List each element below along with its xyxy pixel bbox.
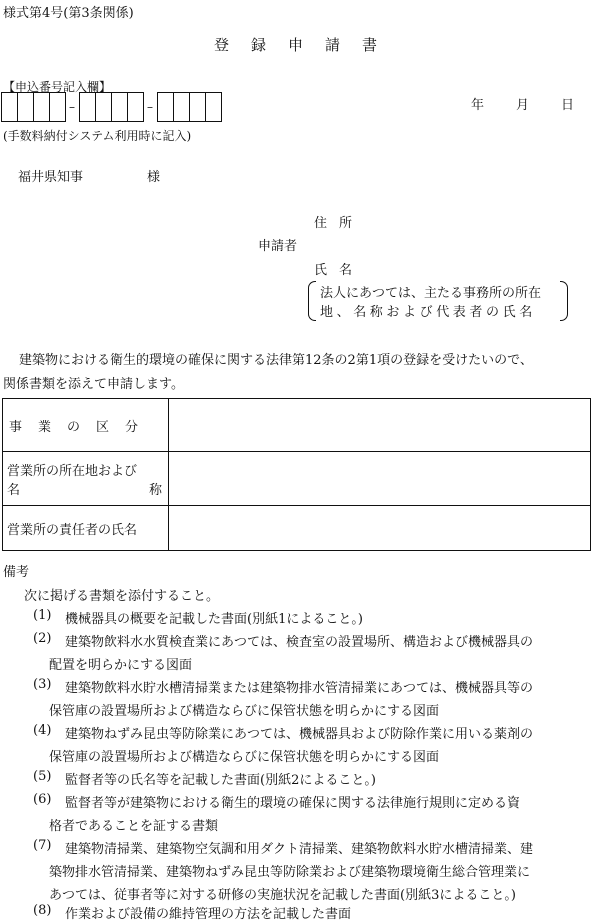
remarks-item-number: (2) (33, 631, 52, 646)
number-cell[interactable] (79, 92, 96, 122)
date-day-label: 日 (561, 98, 575, 113)
corporate-note (308, 281, 568, 321)
office-name-label-part-1: 名 (7, 482, 21, 498)
number-cell[interactable] (95, 92, 112, 122)
remarks-item-continuation: 保管庫の設置場所および構造ならびに保管状態を明らかにする図面 (49, 704, 440, 719)
applicant-label: 申請者 (258, 239, 298, 254)
number-cell[interactable] (33, 92, 50, 122)
number-cell[interactable] (49, 92, 66, 122)
office-manager-label: 営業所の責任者の氏名 (7, 522, 138, 538)
corporate-note-line-1: 法人にあつては、主たる事務所の所在 (320, 286, 542, 301)
application-number-group-3 (157, 92, 221, 122)
remarks-item-continuation: 配置を明らかにする図面 (49, 658, 193, 673)
number-cell[interactable] (205, 92, 222, 122)
office-location-label-line-1: 営業所の所在地および (7, 463, 138, 479)
number-separator: – (69, 100, 75, 114)
remarks-item-number: (7) (33, 838, 52, 853)
office-location-label-cell (3, 452, 169, 506)
remarks-item-number: (8) (33, 903, 52, 918)
number-cell[interactable] (173, 92, 190, 122)
number-cell[interactable] (189, 92, 206, 122)
remarks-item-text: 建築物清掃業、建築物空気調和用ダクト清掃業、建築物飲料水貯水槽清掃業、建 (65, 842, 534, 857)
remarks-item-number: (1) (33, 608, 52, 623)
remarks-item-text: 作業および設備の維持管理の方法を記載した書面 (65, 907, 352, 922)
remarks-item-number: (6) (33, 792, 52, 807)
business-category-label-cell (3, 399, 169, 452)
office-location-value[interactable] (169, 452, 591, 506)
office-manager-label-cell (3, 506, 169, 551)
addressee-name: 福井県知事 (18, 170, 84, 185)
number-cell[interactable] (17, 92, 34, 122)
remarks-item-text: 機械器具の概要を記載した書面(別紙1によること。) (65, 612, 363, 627)
number-cell[interactable] (157, 92, 174, 122)
business-category-label: 事業の区分 (9, 419, 155, 435)
table-row (3, 399, 591, 452)
table-row (3, 452, 591, 506)
application-number-note: (手数料納付システム利用時に記入) (3, 129, 192, 143)
body-text-line-2: 関係書類を添えて申請します。 (3, 377, 184, 392)
remarks-item-continuation: あつては、従事者等に対する研修の実施状況を記載した書面(別紙3によること。) (49, 888, 516, 903)
body-text-line-1: 建築物における衛生的環境の確保に関する法律第12条の2第1項の登録を受けたいので、 (19, 353, 533, 368)
addressee-honorific: 様 (147, 170, 161, 185)
remarks-item-text: 監督者等が建築物における衛生的環境の確保に関する法律施行規則に定める資 (65, 796, 521, 811)
remarks-item-number: (4) (33, 723, 52, 738)
number-cell[interactable] (1, 92, 18, 122)
form-number: 様式第4号(第3条関係) (3, 6, 134, 21)
table-row (3, 506, 591, 551)
corporate-note-line-2: 地、名称および代表者の氏名 (320, 305, 536, 320)
remarks-item-continuation: 格者であることを証する書類 (49, 819, 219, 834)
right-bracket (560, 281, 568, 321)
left-bracket (308, 281, 316, 321)
remarks-heading: 備考 (3, 565, 30, 580)
document-title: 登録申請書 (213, 36, 399, 54)
number-separator: – (147, 100, 153, 114)
number-cell[interactable] (127, 92, 144, 122)
office-name-label-part-2: 称 (148, 482, 162, 498)
office-location-label-line-2 (3, 479, 168, 498)
application-number-boxes (1, 92, 221, 122)
application-number-group-1 (1, 92, 65, 122)
address-label: 住所 (314, 216, 365, 231)
date-year-label: 年 (471, 98, 485, 113)
date-field (471, 94, 574, 113)
remarks-item-text: 建築物ねずみ昆虫等防除業にあつては、機械器具および防除作業に用いる薬剤の (65, 727, 534, 742)
application-number-group-2 (79, 92, 143, 122)
application-number-label: 【申込番号記入欄】 (3, 80, 112, 94)
business-category-value[interactable] (169, 399, 591, 452)
remarks-item-number: (5) (33, 769, 52, 784)
remarks-item-continuation: 築物排水管清掃業、建築物ねずみ昆虫等防除業および建築物環境衛生総合管理業に (49, 865, 531, 880)
remarks-item-number: (3) (33, 677, 52, 692)
remarks-item-text: 建築物飲料水貯水槽清掃業または建築物排水管清掃業にあつては、機械器具等の (65, 681, 534, 696)
application-table (2, 398, 591, 551)
date-month-label: 月 (516, 98, 530, 113)
remarks-item-text: 建築物飲料水水質検査業にあつては、検査室の設置場所、構造および機械器具の (65, 635, 534, 650)
name-label: 氏名 (314, 263, 365, 278)
number-cell[interactable] (111, 92, 128, 122)
remarks-item-continuation: 保管庫の設置場所および構造ならびに保管状態を明らかにする図面 (49, 750, 440, 765)
office-manager-value[interactable] (169, 506, 591, 551)
remarks-intro: 次に掲げる書類を添付すること。 (24, 589, 220, 604)
remarks-item-text: 監督者等の氏名等を記載した書面(別紙2によること。) (65, 773, 376, 788)
